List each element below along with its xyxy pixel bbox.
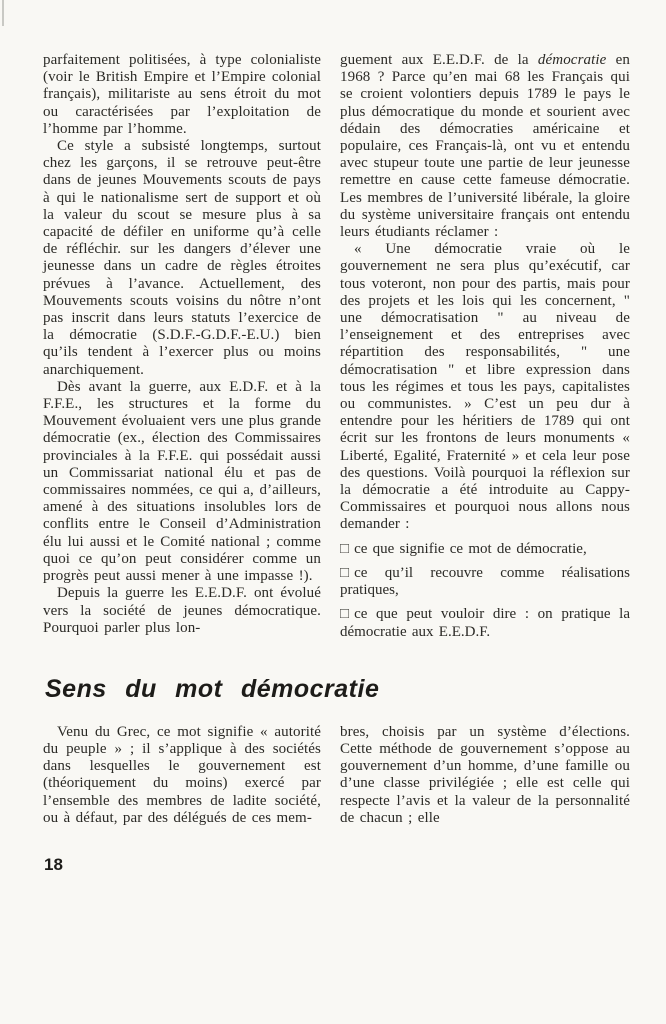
bottom-left-column <box>43 724 321 827</box>
top-right-column <box>340 52 630 641</box>
paragraph-text: guement aux E.E.D.F. de la <box>340 52 538 68</box>
bottom-columns <box>43 724 630 827</box>
list-item <box>340 606 630 640</box>
paragraph: Venu du Grec, ce mot signifie « autorité du peuple » ; il s’applique à des sociétés dans lesquelles le gouvernement est (théoriquement du moins) exercé par l’ensemble des membres de ladite société, ou à défaut, par des délégués de ces mem- <box>43 723 321 826</box>
emphasized-word: démocratie <box>537 52 607 68</box>
top-columns <box>43 52 630 641</box>
checkbox-icon: □ <box>340 564 350 581</box>
list-item <box>340 565 630 599</box>
paragraph-text: en 1968 ? Parce qu’en mai 68 les Français qui se croient volontiers depuis 1789 le pays le plus démocratique du monde et sourient avec dédain des démocraties américaine et populaire, ces Français-là, ont vu et entendu avec stupeur toute une partie de leur jeunesse remettre en cause cette fameuse démocratie. Les membres de l’université libérale, la gloire du système universitaire français ont entendu leurs étudiants réclamer : <box>340 52 630 241</box>
quote-paragraph: « Une démocratie vraie où le gouvernement ne sera plus qu’exécutif, car tous voteront, non pour des partis, mais pour des projets et les lois qui les concernent, " une démocratisation " au niveau de l’enseignement et des entreprises avec répartition des responsabilités, " une démocratisation " et libre expression dans tous les régimes et tous les pays, capitalistes ou communistes. » C’est un peu dur à entendre pour les héritiers de 1789 qui ont écrit sur les frontons de leurs monuments « Liberté, Egalité, Fraternité » et cela leur pose des questions. Voilà pourquoi la réflexion sur la démocratie a été introduite au Cappy-Commissaires et pourquoi nous allons nous demander : <box>340 241 630 533</box>
bottom-right-column <box>340 724 630 827</box>
top-left-column <box>43 52 321 641</box>
paragraph-continuation: parfaitement politisées, à type colonialiste (voir le British Empire et l’Empire colonial français), militariste au sens étroit du mot ou caractérisées par l’exploitation de l’homme par l’homme. <box>43 52 321 137</box>
list-item-text: ce qu’il recouvre comme réalisations pratiques, <box>340 564 630 599</box>
checkbox-icon: □ <box>340 606 350 623</box>
list-item-text: ce que peut vouloir dire : on pratique la démocratie aux E.E.D.F. <box>340 606 630 640</box>
paragraph: Depuis la guerre les E.E.D.F. ont évolué vers la société de jeunes démocratique. Pourquoi parler plus lon- <box>43 585 321 636</box>
scan-edge-artifact <box>2 0 4 26</box>
checkbox-icon: □ <box>340 540 350 557</box>
list-item-text: ce que signifie ce mot de démocratie, <box>354 540 587 557</box>
paragraph: Dès avant la guerre, aux E.D.F. et à la F.F.E., les structures et la forme du Mouvement évoluaient vers une plus grande démocratie (ex., élection des Commissaires provinciales à la F.F.E. qui possédait aussi un Commissariat national élu et pas de commissaires nommées, ce qui a, d’ailleurs, amené à des situations insolubles lors de conflits entre le Conseil d’Administration élu lui aussi et le Comité national ; comme quoi ce qu’on peut considérer comme un progrès peut aussi mener à une impasse !). <box>43 378 321 585</box>
section-heading: Sens du mot démocratie <box>45 674 380 703</box>
page-number: 18 <box>44 854 63 874</box>
list-item <box>340 541 630 558</box>
paragraph: Ce style a subsisté longtemps, surtout chez les garçons, il se retrouve peut-être dans de jeunes Mouvements scouts de pays à qui le nationalisme sert de support et où la valeur du scout se mesure plus à sa capacité de défiler en uniforme qu’à celle de réfléchir. sur les dangers d’élever une jeunesse dans un cadre de règles étroites prévues à l’avance. Actuellement, des Mouvements scouts voisins du nôtre n’ont pas inscrit dans leurs statuts l’exercice de la démocratie (S.D.F.-G.D.F.-E.U.) bien qu’ils tendent à l’exercer plus ou moins anarchiquement. <box>43 138 321 378</box>
paragraph-continuation: bres, choisis par un système d’élections. Cette méthode de gouvernement s’oppose au gouvernement d’un homme, d’une famille ou d’une classe privilégiée ; elle est celle qui respecte l’avis et la valeur de la personnalité de chacun ; elle <box>340 723 630 826</box>
paragraph-continuation <box>340 52 630 241</box>
